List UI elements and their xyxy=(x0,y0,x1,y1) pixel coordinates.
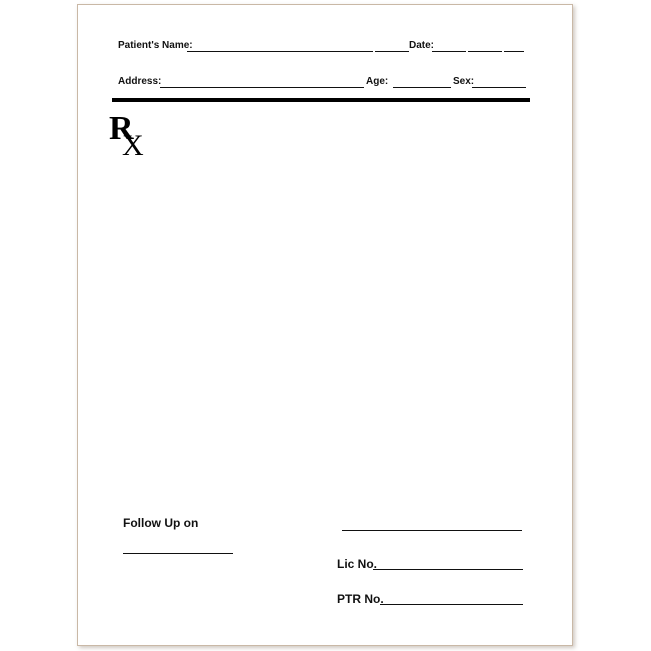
rx-symbol xyxy=(108,111,158,159)
patient-name-field-ext[interactable] xyxy=(375,51,409,52)
sex-label: Sex: xyxy=(453,76,475,87)
follow-up-field[interactable] xyxy=(123,553,233,554)
lic-no-field[interactable] xyxy=(373,569,523,570)
ptr-no-label: PTR No. xyxy=(337,592,384,606)
date-field-day[interactable] xyxy=(468,51,502,52)
physician-signature-field[interactable] xyxy=(342,530,522,531)
lic-no-label: Lic No. xyxy=(337,557,378,571)
prescription-pad xyxy=(77,4,573,646)
age-label: Age: xyxy=(366,76,389,87)
address-label: Address: xyxy=(118,76,162,87)
sex-field[interactable] xyxy=(472,87,526,88)
rx-x-glyph: X xyxy=(122,129,144,159)
header-divider xyxy=(112,98,530,102)
address-field[interactable] xyxy=(160,87,364,88)
follow-up-label: Follow Up on xyxy=(123,516,199,530)
patient-name-label: Patient's Name: xyxy=(118,40,193,51)
date-field-year[interactable] xyxy=(504,51,524,52)
date-label: Date: xyxy=(409,40,435,51)
patient-name-field[interactable] xyxy=(187,51,373,52)
rx-r-glyph: R xyxy=(109,111,134,147)
date-field-month[interactable] xyxy=(432,51,466,52)
ptr-no-field[interactable] xyxy=(380,604,523,605)
age-field[interactable] xyxy=(393,87,451,88)
